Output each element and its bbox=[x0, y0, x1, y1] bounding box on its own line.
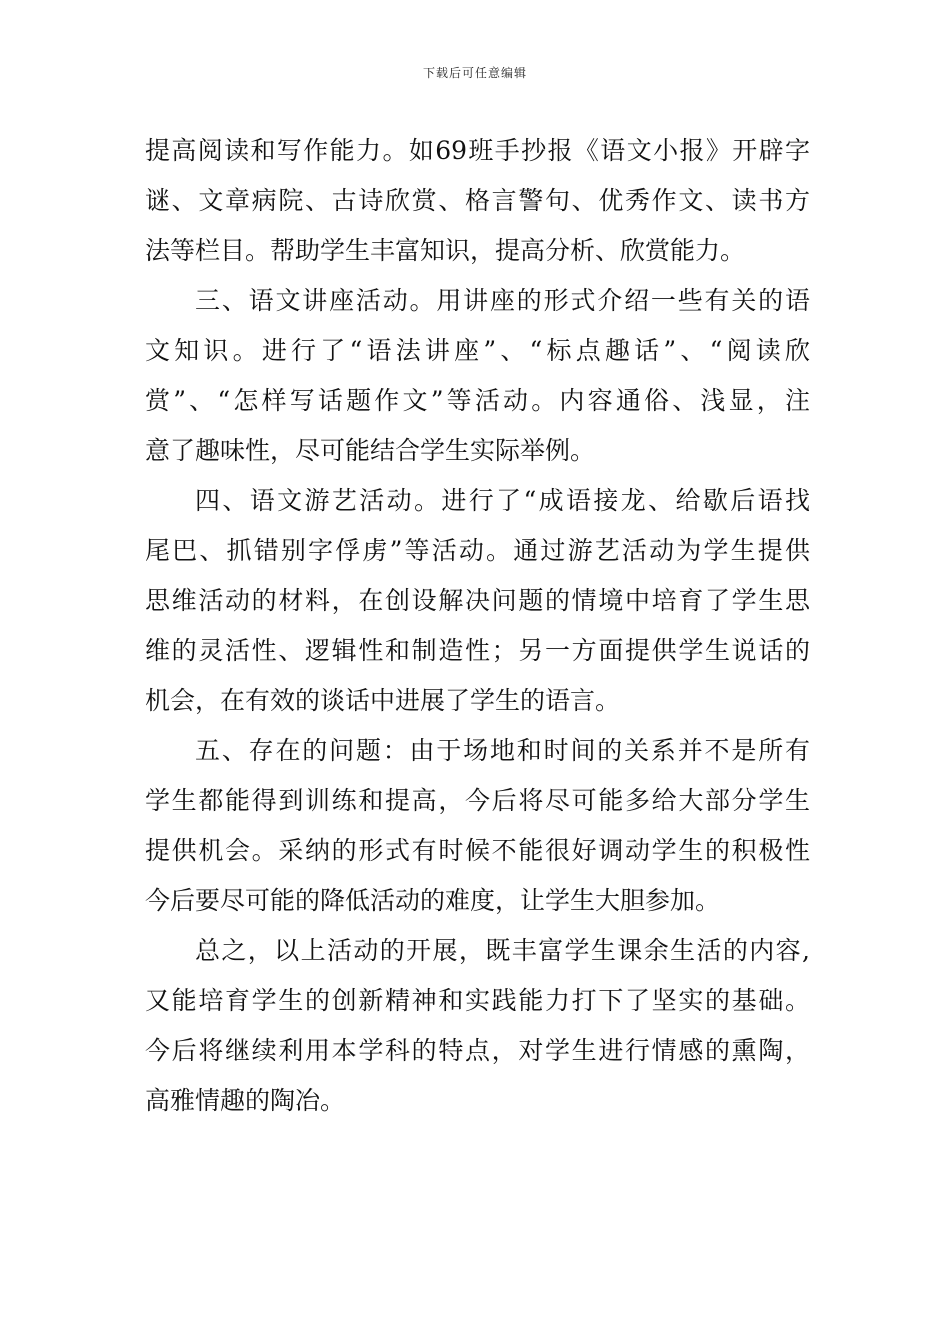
text-line: 三、语文讲座活动。用讲座的形式介绍一些有关的语 bbox=[195, 286, 810, 315]
text-line: 维的灵活性、逻辑性和制造性；另一方面提供学生说话的 bbox=[145, 636, 810, 665]
text-line: 思维活动的材料，在创设解决问题的情境中培育了学生思 bbox=[145, 586, 810, 615]
text-line: 又能培育学生的创新精神和实践能力打下了坚实的基础。 bbox=[145, 986, 810, 1015]
text-line: 赏”、“怎样写话题作文”等活动。内容通俗、浅显，注 bbox=[145, 386, 810, 415]
page-header: 下载后可任意编辑 bbox=[422, 66, 527, 80]
text-line: 谜、文章病院、古诗欣赏、格言警句、优秀作文、读书方 bbox=[145, 186, 810, 215]
text-line: 高雅情趣的陶冶。 bbox=[145, 1086, 346, 1115]
text-line: 文知识。进行了“语法讲座”、“标点趣话”、“阅读欣 bbox=[145, 336, 810, 365]
text-line: 意了趣味性，尽可能结合学生实际举例。 bbox=[145, 436, 596, 465]
text-line: 机会，在有效的谈话中进展了学生的语言。 bbox=[145, 686, 621, 715]
text-line: 法等栏目。帮助学生丰富知识，提高分析、欣赏能力。 bbox=[145, 236, 746, 265]
text-line: 四、语文游艺活动。进行了“成语接龙、给歇后语找 bbox=[195, 486, 810, 515]
text-line: 五、存在的问题：由于场地和时间的关系并不是所有 bbox=[195, 736, 810, 765]
text-line: 提高阅读和写作能力。如69班手抄报《语文小报》开辟字 bbox=[145, 136, 810, 165]
text-line: 总之，以上活动的开展，既丰富学生课余生活的内容, bbox=[195, 936, 810, 965]
text-line: 尾巴、抓错别字俘虏”等活动。通过游艺活动为学生提供 bbox=[145, 536, 810, 565]
text-line: 今后将继续利用本学科的特点，对学生进行情感的熏陶， bbox=[145, 1036, 810, 1065]
text-line: 提供机会。采纳的形式有时候不能很好调动学生的积极性 bbox=[145, 836, 810, 865]
text-line: 学生都能得到训练和提高，今后将尽可能多给大部分学生 bbox=[145, 786, 810, 815]
document-body bbox=[145, 126, 810, 1126]
text-line: 今后要尽可能的降低活动的难度，让学生大胆参加。 bbox=[145, 886, 721, 915]
